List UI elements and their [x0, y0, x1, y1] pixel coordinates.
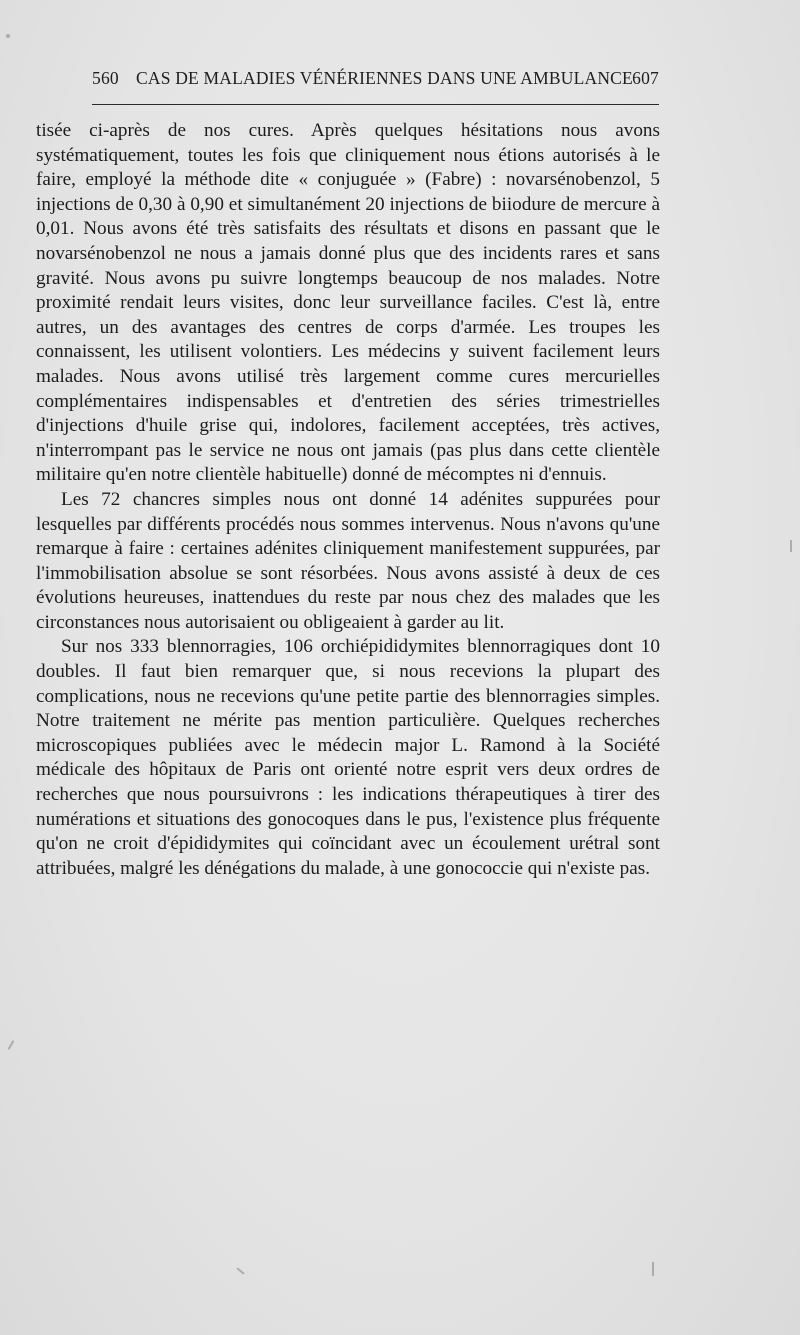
- paper-speck: [6, 34, 10, 38]
- paper-speck: [652, 1262, 654, 1276]
- paragraph-blennorragies: Sur nos 333 blennorragies, 106 orchiépididymites blennorragiques dont 10 doubles. Il faut bien remarquer que, si nous recevions la plupart des complications, nous ne recevions qu'une petite partie des blennorragies simples. Notre traitement ne mérite pas mention particulière. Quelques recherches microscopiques publiées avec le médecin major L. Ramond à la Société médicale des hôpitaux de Paris ont orienté notre esprit vers deux ordres de recherches que nous poursuivrons : les indications thérapeutiques à tirer des numérations et situations des gonocoques dans le pus, l'existence plus fréquente qu'on ne croit d'épididymites qui coïncidant avec un écoulement urétral sont attribuées, malgré les dénégations du malade, à une gonococcie qui n'existe pas.: [36, 636, 660, 879]
- paper-speck: [236, 1267, 244, 1274]
- running-title: CAS DE MALADIES VÉNÉRIENNES DANS UNE AMBULANCE: [136, 68, 633, 88]
- header-rule: [92, 104, 659, 105]
- paper-speck: [790, 540, 792, 552]
- page-number-left: 560: [92, 68, 119, 88]
- running-header: [92, 68, 659, 92]
- paragraph-continuation: tisée ci-après de nos cures. Après quelques hésitations nous avons systématiquement, toutes les fois que cliniquement nous étions autorisés à le faire, employé la méthode dite « conjuguée » (Fabre) : novarsénobenzol, 5 injections de 0,30 à 0,90 et simultanément 20 injections de biiodure de mercure à 0,01. Nous avons été très satisfaits des résultats et disons en passant que le novarsénobenzol ne nous a jamais donné plus que des incidents rares et sans gravité. Nous avons pu suivre longtemps beaucoup de nos malades. Notre proximité rendait leurs visites, donc leur surveillance faciles. C'est là, entre autres, un des avantages des centres de corps d'armée. Les troupes les connaissent, les utilisent volontiers. Les médecins y suivent facilement leurs malades. Nous avons utilisé très largement comme cures mercurielles complémentaires indispensables et d'entretien des séries trimestrielles d'injections d'huile grise qui, indolores, facilement acceptées, très actives, n'interrompant pas le service ne nous ont jamais (pas plus dans cette clientèle militaire qu'en notre clientèle habituelle) donné de mécomptes ni d'ennuis.: [36, 120, 660, 486]
- page-number-right: 607: [632, 68, 659, 88]
- paragraph-chancres: Les 72 chancres simples nous ont donné 14 adénites suppurées pour lesquelles par différents procédés nous sommes intervenus. Nous n'avons qu'une remarque à faire : certaines adénites cliniquement manifestement suppurées, par l'immobilisation absolue se sont résorbées. Nous avons assisté à deux de ces évolutions heureuses, inattendues du reste par nous chez des malades que les circonstances nous autorisaient ou obligeaient à garder au lit.: [36, 488, 660, 633]
- paper-speck: [8, 1040, 15, 1050]
- body-text: [36, 119, 660, 881]
